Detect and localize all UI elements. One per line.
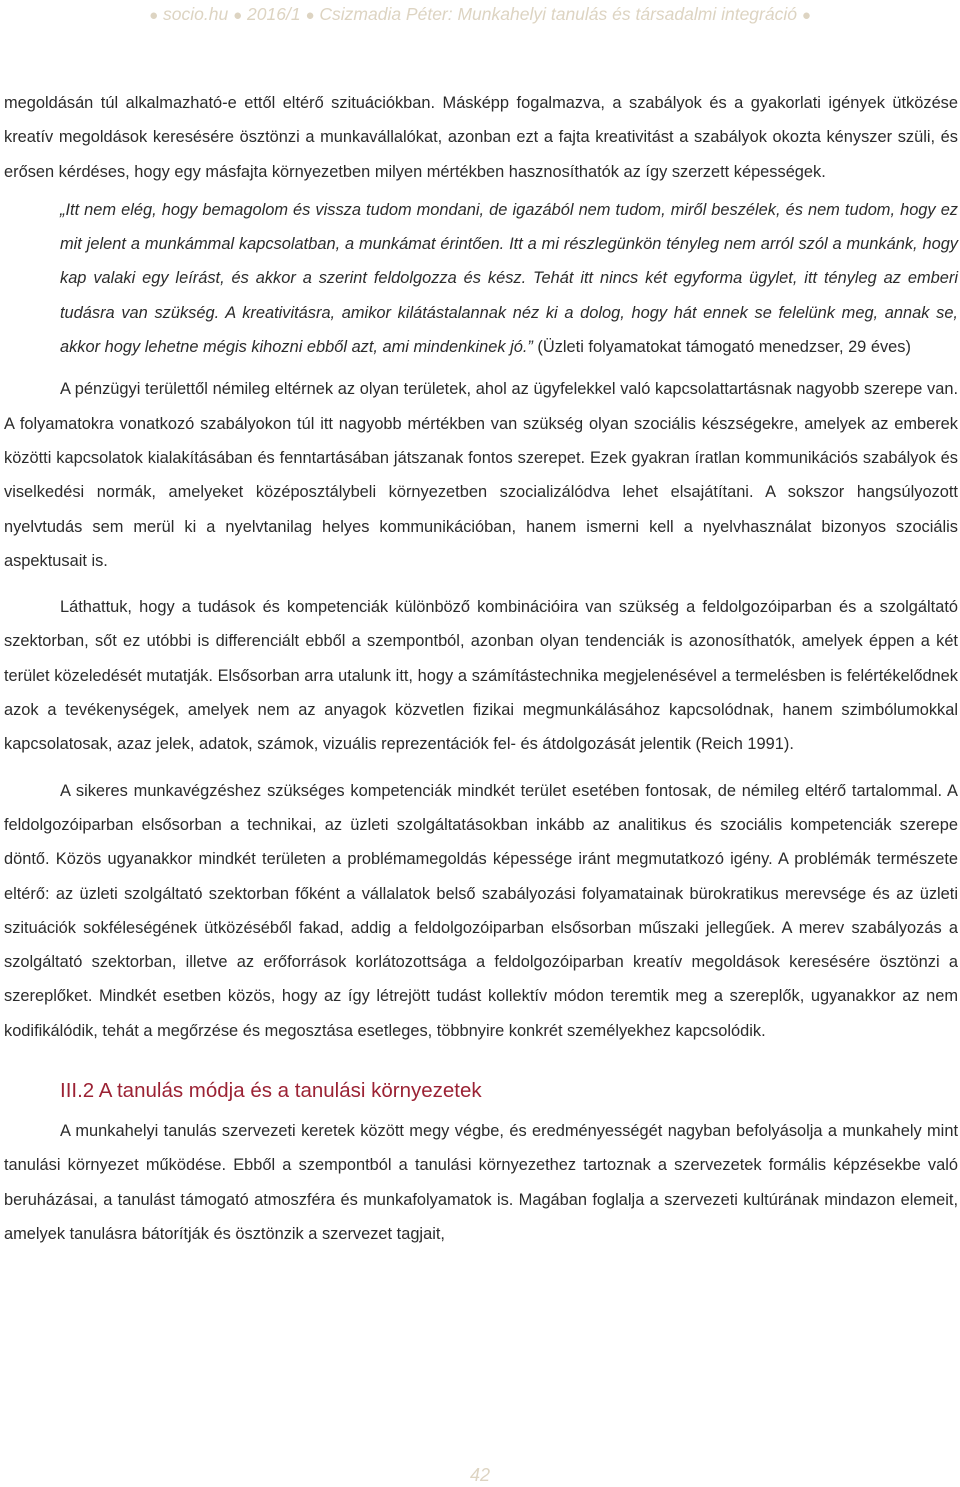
header-issue: 2016/1: [247, 4, 301, 24]
quote-source: (Üzleti folyamatokat támogató menedzser, 29 éves): [532, 338, 911, 357]
paragraph-continuation: megoldásán túl alkalmazható-e ettől eltérő szituációkban. Másképp fogalmazva, a szabályok és a gyakorlati igények ütközése kreatív megoldások keresésére ösztönzi a munkavállalókat, azonban ezt a fajta kreativitást a szabályok okozta kényszer szüli, és erősen kérdéses, hogy egy másfajta környezetben milyen mértékben hasznosíthatók az így szerzett képességek.: [4, 94, 958, 181]
paragraph-financial-area: A pénzügyi területtől némileg eltérnek az olyan területek, ahol az ügyfelekkel való kapcsolattartásnak nagyobb szerepe van. A folyamatokra vonatkozó szabályokon túl itt nagyobb mértékben van szükség olyan szociális készségekre, amelyek az emberek közötti kapcsolatok kialakításában és fenntartásában játszanak fontos szerepet. Ezek gyakran íratlan kommunikációs szabályok és viselkedési normák, amelyeket középosztálybeli környezetben szocializálódva lehet elsajátítani. A sokszor hangsúlyozott nyelvtudás sem merül ki a nyelvtanilag helyes kommunikációban, hanem ismerni kell a nyelvhasználat bizonyos szociális aspektusait is.: [4, 380, 958, 570]
running-header: [0, 4, 960, 25]
interview-quote: [60, 189, 958, 368]
bullet-icon: ●: [305, 7, 315, 24]
bullet-icon: ●: [149, 7, 159, 24]
header-site: socio.hu: [163, 4, 229, 24]
section-heading: III.2 A tanulás módja és a tanulási környezetek: [60, 1079, 482, 1103]
header-article: Csizmadia Péter: Munkahelyi tanulás és társadalmi integráció: [319, 4, 797, 24]
paragraph-competences: Láthattuk, hogy a tudások és kompetenciák különböző kombinációira van szükség a feldolgozóiparban és a szolgáltató szektorban, sőt ez utóbbi is differenciált ebből a szempontból, azonban olyan tendenciák is azonosíthatók, amelyek éppen a két terület közeledését mutatják. Elsősorban arra utalunk itt, hogy a számítástechnika megjelenésével a termelésben is felértékelődnek azok a tevékenységek, amelyek nem az anyagok közvetlen fizikai megmunkálásához kapcsolódnak, hanem szimbólumokkal kapcsolatosak, azaz jelek, adatok, számok, vizuális reprezentációk fel- és átdolgozását jelentik (Reich 1991).: [4, 598, 958, 754]
article-body: [4, 86, 958, 1251]
paragraph-learning-environment: A munkahelyi tanulás szervezeti keretek között megy végbe, és eredményességét nagyban befolyásolja a munkahely mint tanulási környezet működése. Ebből a szempontból a tanulási környezethez tartoznak a szervezetek formális képzésekbe való beruházásai, a tanulást támogató atmoszféra és munkafolyamatok is. Magában foglalja a szervezeti kultúrának mindazon elemeit, amelyek tanulásra bátorítják és ösztönzik a szervezet tagjait,: [4, 1122, 958, 1243]
paragraph-problem-solving: A sikeres munkavégzéshez szükséges kompetenciák mindkét terület esetében fontosak, de némileg eltérő tartalommal. A feldolgozóiparban elsősorban a technikai, az üzleti szolgáltatásokban inkább az analitikus és szociális kompetenciák szerepe döntő. Közös ugyanakkor mindkét területen a problémamegoldás képessége iránt megmutatkozó igény. A problémák természete eltérő: az üzleti szolgáltató szektorban főként a vállalatok belső szabályozási folyamatainak bürokratikus merevsége és az üzleti szituációk sokféleségének ütközéséből fakad, addig a feldolgozóiparban elsősorban műszaki jellegűek. A merev szabályozás a szolgáltató szektorban, illetve az erőforrások korlátozottsága a feldolgozóiparban kreatív megoldások keresésére ösztönzi a szereplőket. Mindkét esetben közös, hogy az így létrejött tudást kollektív módon teremtik meg a szereplők, ugyanakkor az nem kodifikálódik, tehát a megőrzése és megosztása esetleges, többnyire konkrét személyekhez kapcsolódik.: [4, 781, 958, 1040]
page-number: 42: [469, 1465, 491, 1485]
quote-text: „Itt nem elég, hogy bemagolom és vissza tudom mondani, de igazából nem tudom, miről beszélek, és nem tudom, hogy ez mit jelent a munkámmal kapcsolatban, a munkámat érintően. Itt a mi részlegünkön tényleg nem arról szól a munkánk, hogy kap valaki egy leírást, és akkor a szerint feldolgozza és kész. Tehát itt nincs két egyforma ügylet, itt tényleg az emberi tudásra van szükség. A kreativitásra, amikor kilátástalannak néz ki a dolog, hogy hát ennek se felelünk meg, annak se, akkor hogy lehetne mégis kihozni ebből azt, ami mindenkinek jó.”: [60, 200, 958, 357]
bullet-icon: ●: [233, 7, 243, 24]
bullet-icon: ●: [801, 7, 811, 24]
